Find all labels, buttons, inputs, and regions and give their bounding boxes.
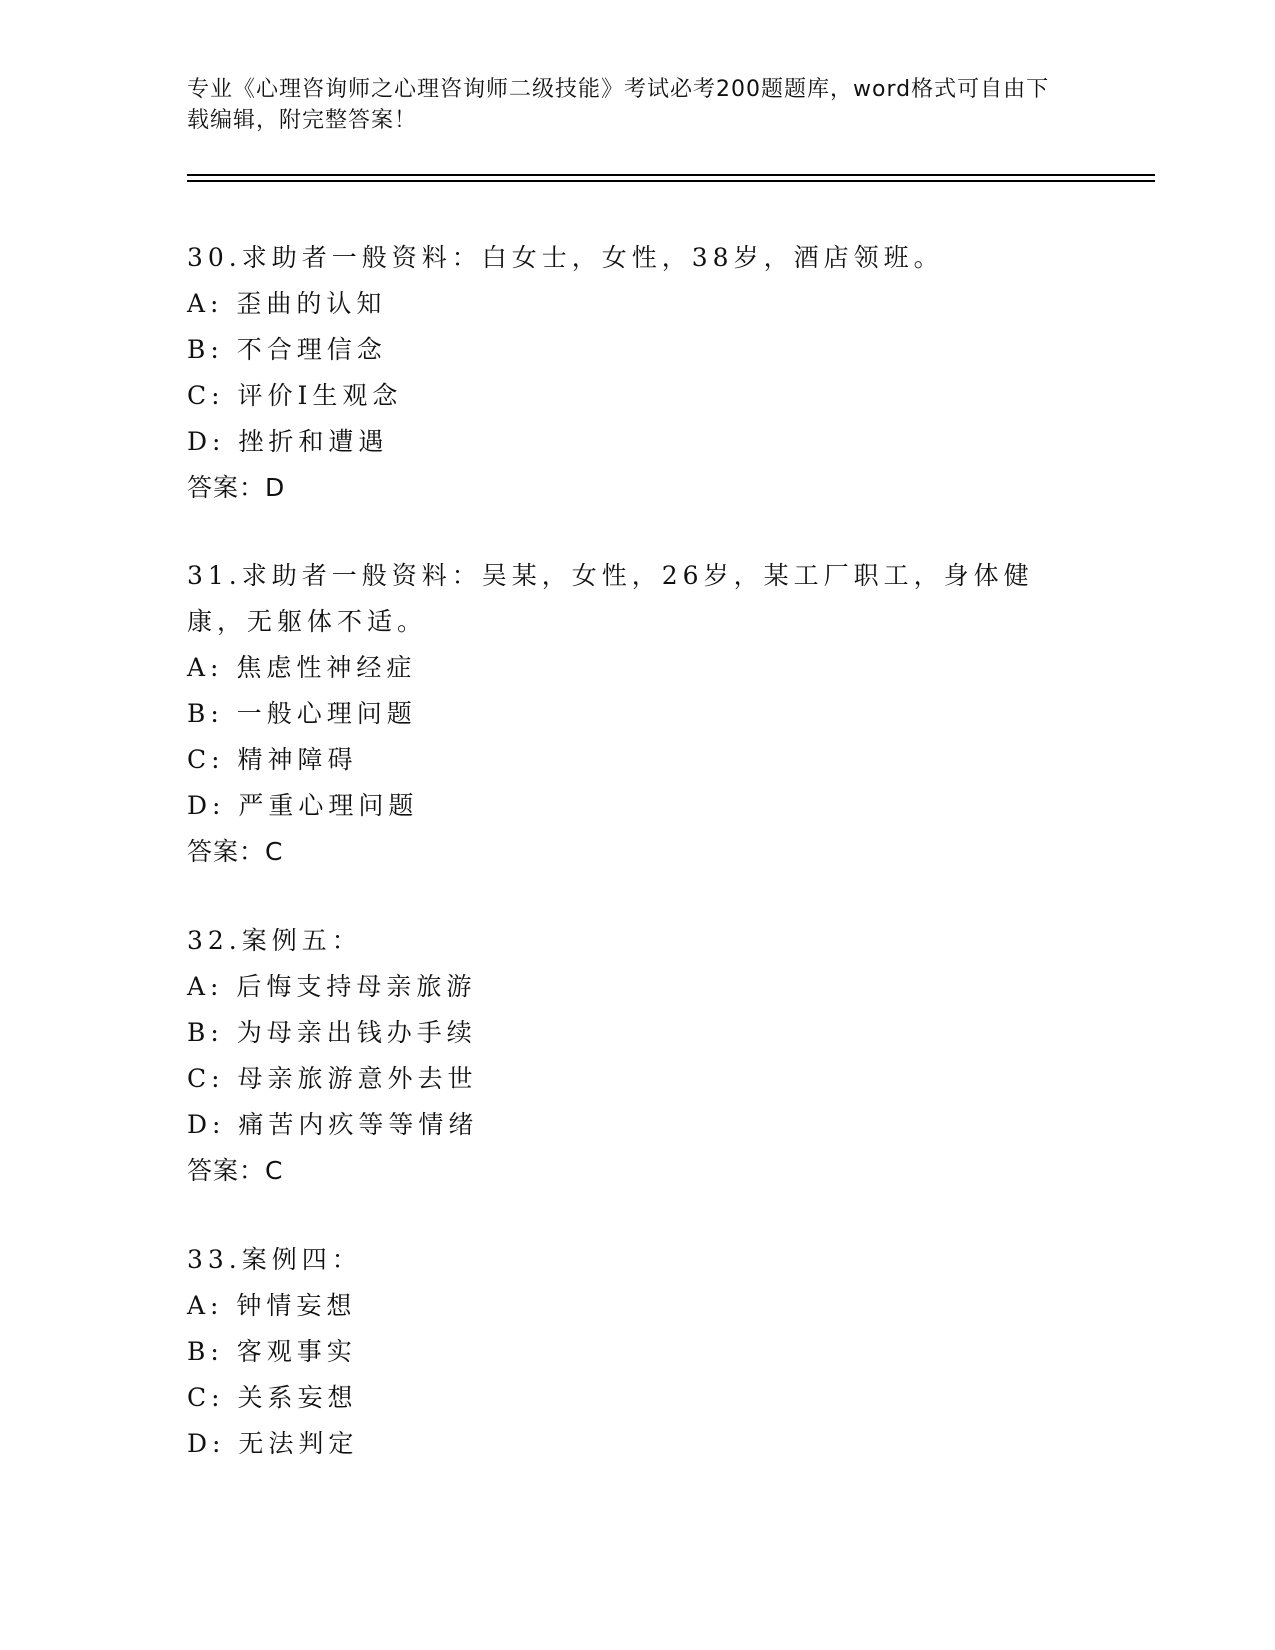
question-30 bbox=[187, 235, 1087, 511]
option-d: D: 挫折和遭遇 bbox=[187, 427, 389, 456]
question-31 bbox=[187, 553, 1087, 875]
option-c: C: 评价I生观念 bbox=[187, 381, 403, 410]
header-divider-bottom bbox=[187, 180, 1155, 182]
option-b: B: 一般心理问题 bbox=[187, 699, 417, 728]
question-33 bbox=[187, 1237, 1087, 1467]
option-a: A: 歪曲的认知 bbox=[187, 289, 387, 318]
question-stem: 30.求助者一般资料：白女士，女性，38岁，酒店领班。 bbox=[187, 243, 944, 272]
option-c: C: 精神障碍 bbox=[187, 745, 358, 774]
question-stem: 31.求助者一般资料：吴某，女性，26岁，某工厂职工，身体健康，无躯体不适。 bbox=[187, 561, 1034, 636]
option-d: D: 无法判定 bbox=[187, 1429, 359, 1458]
option-a: A: 钟情妄想 bbox=[187, 1291, 357, 1320]
answer: 答案：D bbox=[187, 473, 286, 502]
answer: 答案：C bbox=[187, 837, 284, 866]
option-a: A: 后悔支持母亲旅游 bbox=[187, 972, 477, 1001]
question-stem: 32.案例五： bbox=[187, 926, 362, 955]
option-d: D: 痛苦内疚等等情绪 bbox=[187, 1110, 479, 1139]
option-a: A: 焦虑性神经症 bbox=[187, 653, 417, 682]
option-b: B: 客观事实 bbox=[187, 1337, 357, 1366]
question-stem: 33.案例四： bbox=[187, 1245, 362, 1274]
option-b: B: 为母亲出钱办手续 bbox=[187, 1018, 477, 1047]
option-b: B: 不合理信念 bbox=[187, 335, 387, 364]
option-d: D: 严重心理问题 bbox=[187, 791, 419, 820]
header-divider-top bbox=[187, 174, 1155, 176]
option-c: C: 母亲旅游意外去世 bbox=[187, 1064, 478, 1093]
answer: 答案：C bbox=[187, 1156, 284, 1185]
document-intro: 专业《心理咨询师之心理咨询师二级技能》考试必考200题题库，word格式可自由下载编辑，附完整答案！ bbox=[187, 77, 1050, 133]
question-32 bbox=[187, 918, 1087, 1194]
option-c: C: 关系妄想 bbox=[187, 1383, 358, 1412]
